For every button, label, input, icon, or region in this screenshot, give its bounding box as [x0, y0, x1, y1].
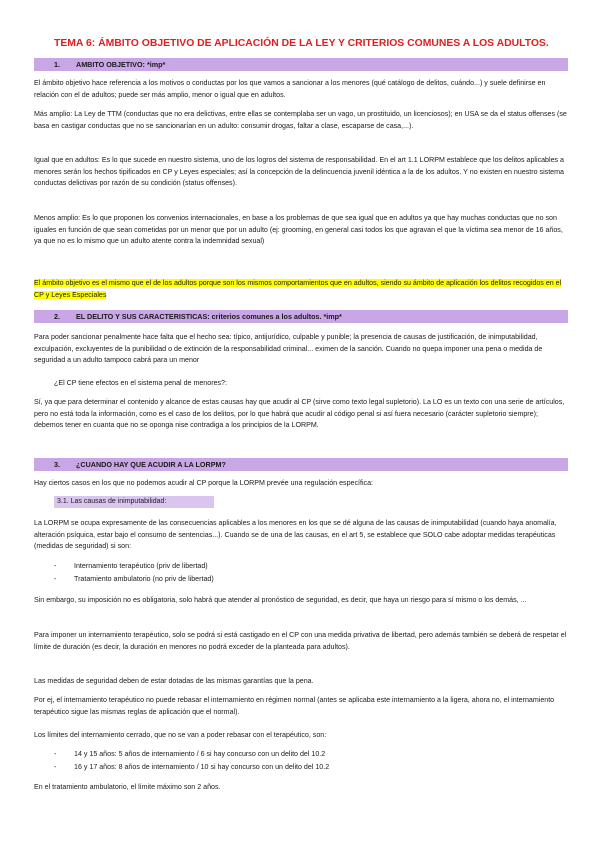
paragraph-ambito-objetivo: El ámbito objetivo hace referencia a los motivos o conductas por los que vamos a sancionar a los menores (qué catálogo de delitos, cuándo...) y suele definirse en relación con el de adultos; puede ser más amplio, menor o igual que en adultos. — [34, 79, 546, 99]
section-3-number: 3. — [54, 460, 60, 469]
highlighted-summary — [34, 278, 568, 301]
section-3-label: ¿CUANDO HAY QUE ACUDIR A LA LORPM? — [76, 460, 226, 469]
list-item-text: 16 y 17 años: 8 años de internamiento / 10 si hay concurso con un delito del 10.2 — [74, 763, 330, 771]
section-1-number: 1. — [54, 60, 60, 69]
list-item-text: 14 y 15 años: 5 años de internamiento / 6 si hay concurso con un delito del 10.2 — [74, 750, 326, 758]
list-item: - Tratamiento ambulatorio (no priv de libertad) — [54, 575, 214, 583]
list-item: - Internamiento terapéutico (priv de libertad) — [54, 562, 208, 570]
section-2-label: EL DELITO Y SUS CARACTERISTICAS: criterios comunes a los adultos. *imp* — [76, 312, 342, 321]
paragraph-pronostico: Sin embargo, su imposición no es obligatoria, solo habrá que atender al pronóstico de seguridad, es decir, que haya un riesgo para sí mismo o los demás, ... — [34, 596, 527, 604]
paragraph-casos-lorpm: Hay ciertos casos en los que no podemos acudir al CP porque la LORPM prevée una regulación específica: — [34, 479, 373, 487]
section-1-heading — [34, 58, 568, 71]
paragraph-inimputabilidad: La LORPM se ocupa expresamente de las consecuencias aplicables a los menores en los que se dé alguna de las causas de inimputabilidad (cuando haya anomalía, alteración psíquica, estar bajo el consumo de sentencias...). Cuando se de una de las causas, en el art 5, se establece que SOLO cabe adoptar medidas terapéuticas (medidas de seguridad) si son: — [34, 519, 557, 550]
subsection-3-1-heading: 3.1. Las causas de inimputabilidad: — [54, 496, 214, 508]
question-cp-efectos: ¿El CP tiene efectos en el sistema penal de menores?: — [54, 379, 227, 387]
section-1-label: AMBITO OBJETIVO: *imp* — [76, 60, 166, 69]
paragraph-mas-amplio: Más amplio: La Ley de TTM (conductas que no era delictivas, entre ellas se contemplaba ser un vago, un prostituido, un licenciosos); en USA se da el status offenses (se basa en castigar conductas que no se sancionarían en un adulto: consumir drogas, faltar a clase, escaparse de casa,...). — [34, 110, 567, 130]
document-title: TEMA 6: ÁMBITO OBJETIVO DE APLICACIÓN DE LA LEY Y CRITERIOS COMUNES A LOS ADULTOS. — [54, 38, 549, 49]
paragraph-garantias: Las medidas de seguridad deben de estar dotadas de las mismas garantías que la pena. — [34, 677, 314, 685]
list-item-text: Internamiento terapéutico (priv de libertad) — [74, 562, 208, 570]
section-2-number: 2. — [54, 312, 60, 321]
section-3-heading — [34, 458, 568, 471]
list-item: - 14 y 15 años: 5 años de internamiento / 6 si hay concurso con un delito del 10.2 — [54, 750, 326, 758]
paragraph-delito-caracteristicas: Para poder sancionar penalmente hace falta que el hecho sea: típico, antijurídico, culpable y punible; la presencia de causas de justificación, de inimputabilidad, exculpación, excluyentes de la punibilidad o de extinción de la responsabilidad criminal... eximen de la sanción. Cuando no quepa imponer una pena o medida de seguridad a un adulto tampoco cabrá para un menor — [34, 333, 543, 364]
paragraph-cp-supletorio: Sí, ya que para determinar el contenido y alcance de estas causas hay que acudir al CP (sirve como texto legal supletorio). La LO es un texto con una serie de artículos, pero no está toda la información, como es el caso de los delitos, por lo que habrá que acudir al código penal si así fuera necesario (carácter supletorio siempre); debemos tener en cuanta que no se oponga nise contradiga a los principios de la LORPM. — [34, 398, 565, 429]
highlighted-summary-text: El ámbito objetivo es el mismo que el de los adultos porque son los mismos comportamientos que en adultos, siendo su ámbito de aplicación los delitos recogidos en el CP y Leyes Especiales — [34, 279, 562, 299]
paragraph-limites: Los límites del internamiento cerrado, que no se van a poder rebasar con el terapéutico, son: — [34, 731, 327, 739]
paragraph-menos-amplio: Menos amplio: Es lo que proponen los convenios internacionales, en base a los problemas de que sea igual que en adultos ya que hay muchas conductas que no son iguales en función de que sean cometidas por un menor que por un adulto (ej: grooming, en general casi todos los que agravan el que la víctima sea menor de 16 años, ya que no es lo mismo que un adulto atente contra la indemnidad sexual) — [34, 214, 563, 245]
section-2-heading — [34, 310, 568, 323]
paragraph-ambulatorio: En el tratamiento ambulatorio, el límite máximo son 2 años. — [34, 783, 221, 791]
list-item-text: Tratamiento ambulatorio (no priv de libertad) — [74, 575, 214, 583]
paragraph-ejemplo: Por ej, el internamiento terapéutico no puede rebasar el internamiento en régimen normal (antes se aplicaba este internamiento a la ligera, ahora no, el internamiento terapéutico sigue las mismas reglas de aplicación que el normal). — [34, 696, 555, 716]
list-item: - 16 y 17 años: 8 años de internamiento / 10 si hay concurso con un delito del 10.2 — [54, 763, 330, 771]
paragraph-internamiento-terapeutico: Para imponer un internamiento terapéutico, solo se podrá si está castigado en el CP con una medida privativa de libertad, pero además también se deberá de respetar el límite de duración (es decir, la duración en menores no podrá exceder de la planteada para adultos). — [34, 631, 567, 651]
paragraph-igual-adultos: Igual que en adultos: Es lo que sucede en nuestro sistema, uno de los logros del sistema de responsabilidad. En el art 1.1 LORPM establece que los delitos aplicables a menores serán los hechos tipificados en CP y Leyes especiales; así la concepción de la delincuencia juvenil idéntica a la de los adultos. Y no existen en nuestro sistema conductas delictivas por razón de su condición (status offenses). — [34, 156, 564, 187]
